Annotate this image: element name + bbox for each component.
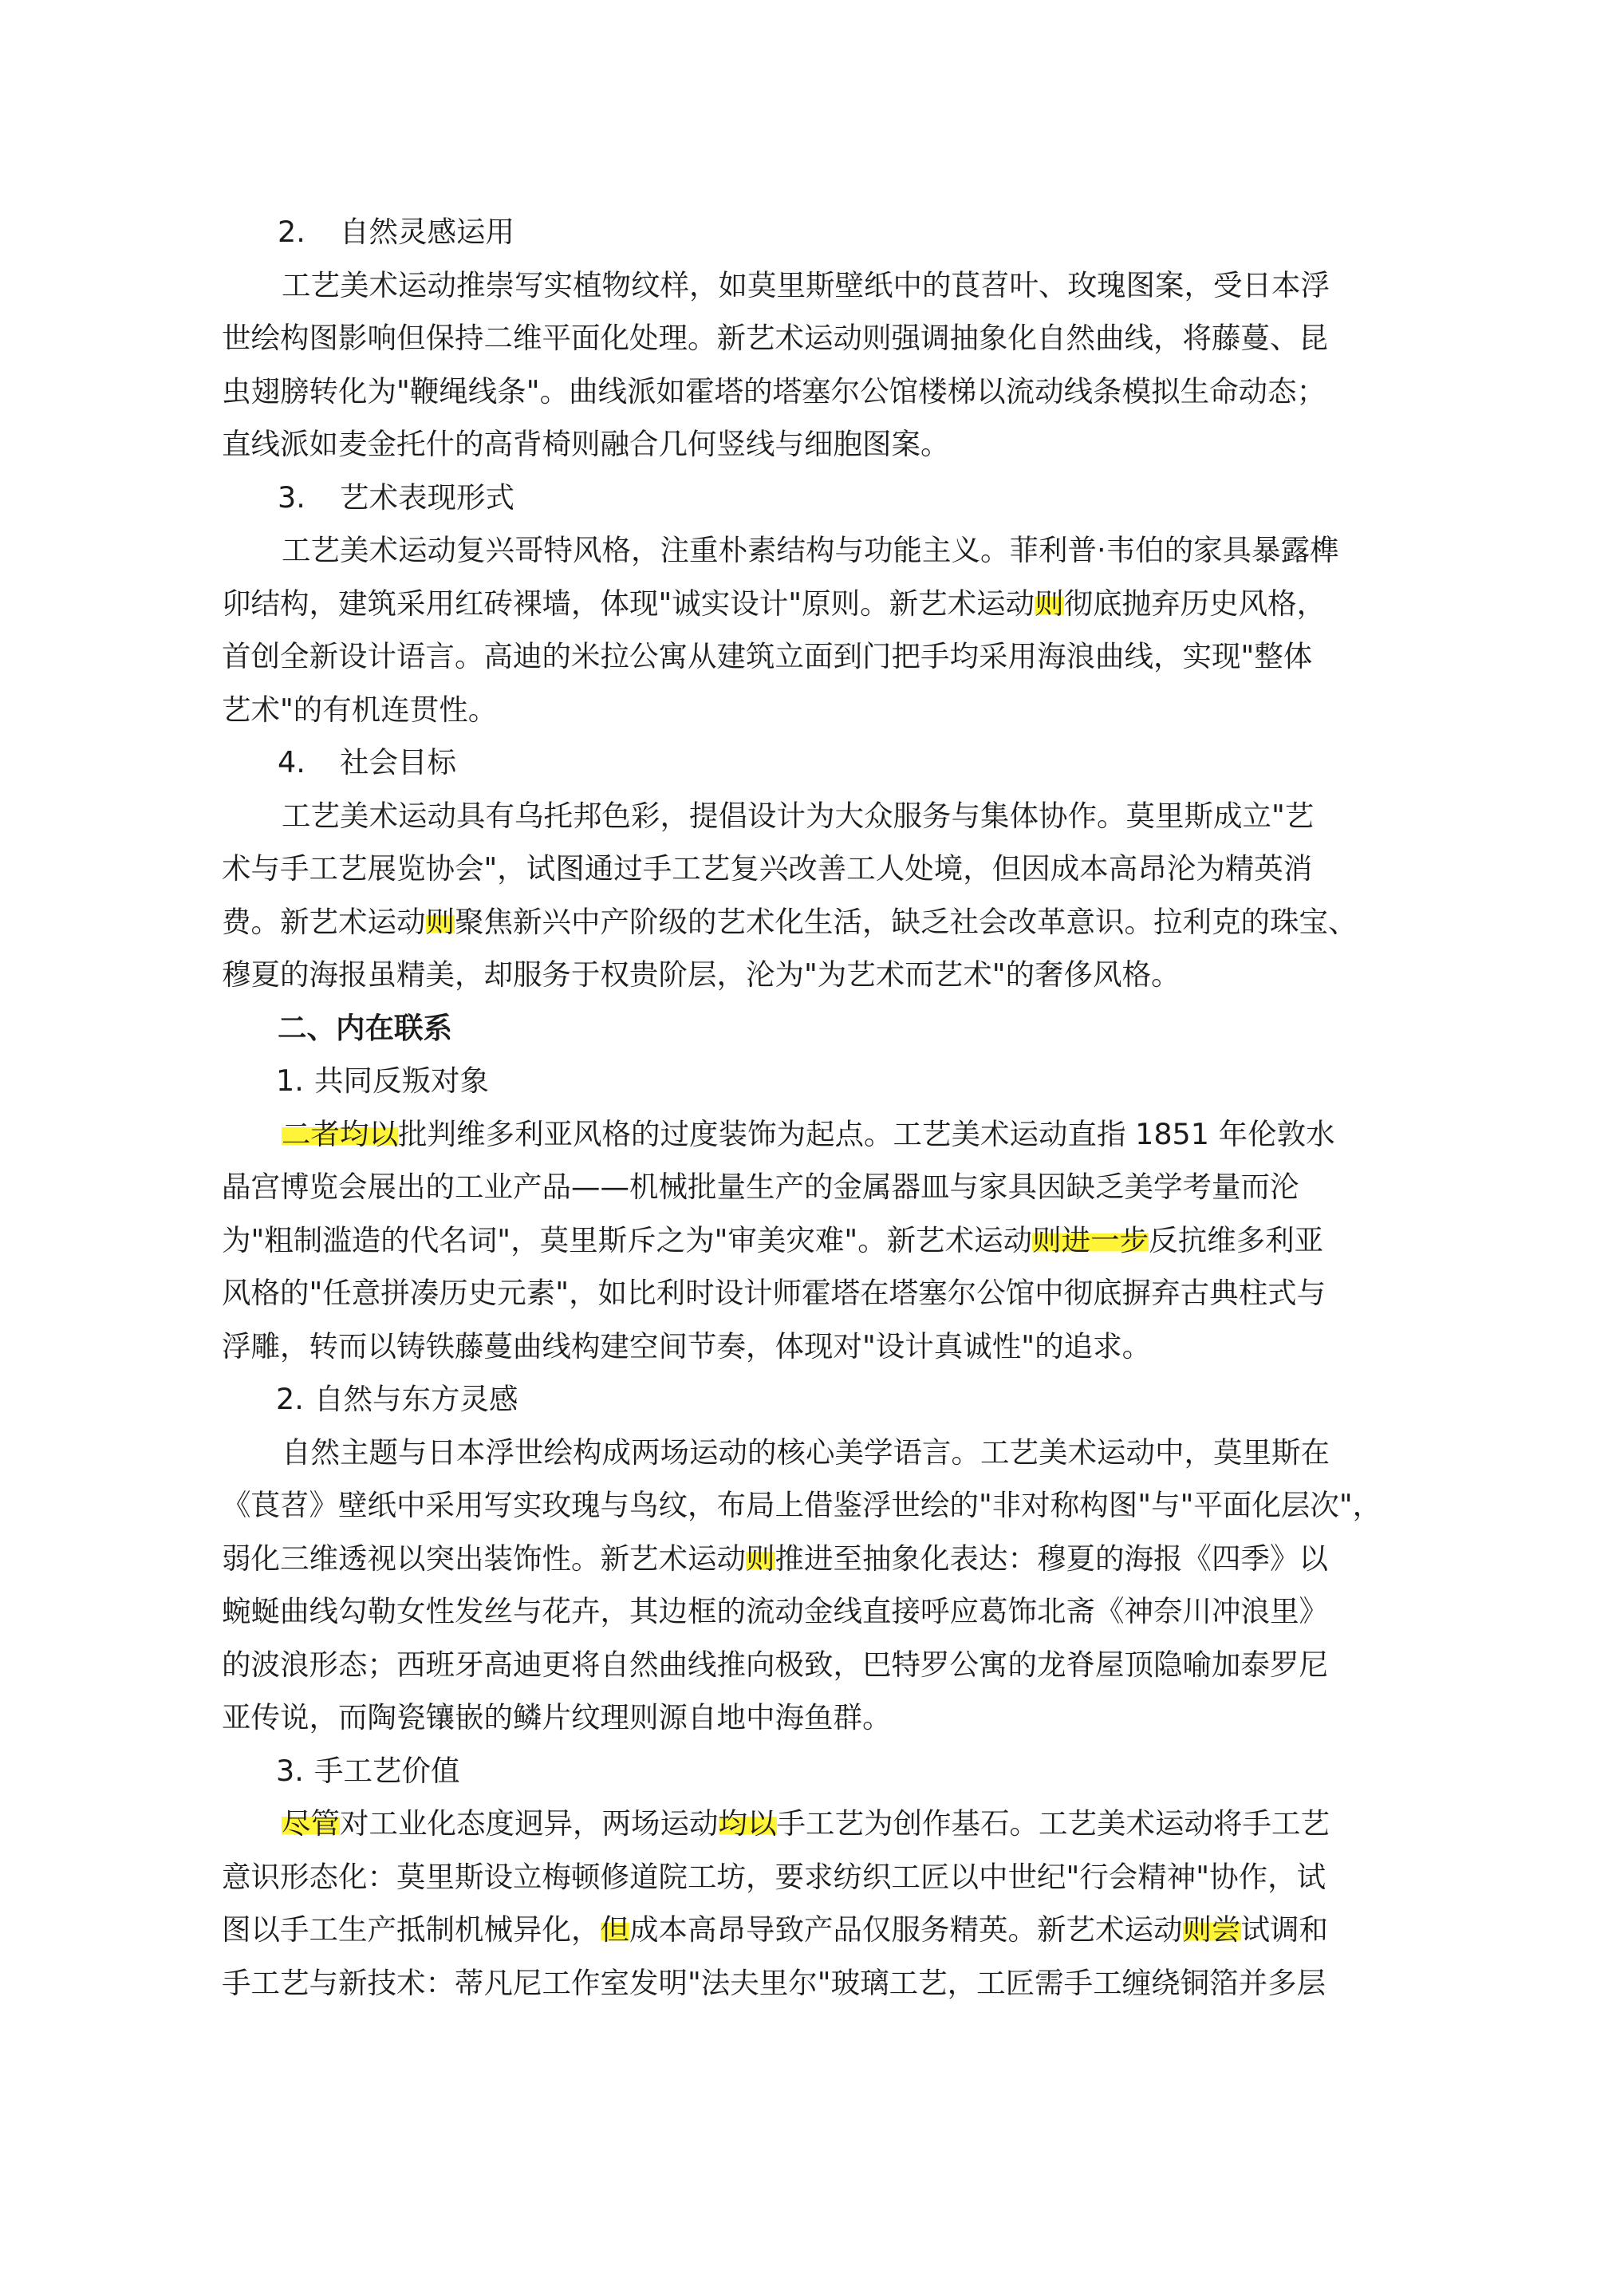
paragraph-line: 浮雕，转而以铸铁藤蔓曲线构建空间节奏，体现对"设计真诚性"的追求。 xyxy=(222,1328,1152,1363)
paragraph-line: 图以手工生产抵制机械异化，但成本高昂导致产品仅服务精英。新艺术运动则尝试调和 xyxy=(222,1912,1328,1947)
document-body xyxy=(222,206,1382,2010)
highlight-mark: 则尝 xyxy=(1182,1912,1241,1947)
subheading-number: 1. xyxy=(276,1063,304,1098)
paragraph-line: 为"粗制滥造的代名词"，莫里斯斥之为"审美灾难"。新艺术运动则进一步反抗维多利亚 xyxy=(222,1222,1324,1257)
paragraph-line: 费。新艺术运动则聚焦新兴中产阶级的艺术化生活，缺乏社会改革意识。拉利克的珠宝、 xyxy=(222,904,1358,939)
section-number: 4. xyxy=(278,745,305,779)
paragraph-line: 工艺美术运动复兴哥特风格，注重朴素结构与功能主义。菲利普·韦伯的家具暴露榫 xyxy=(282,533,1339,567)
paragraph-nature-east xyxy=(222,1427,1382,1745)
paragraph-line: 卯结构，建筑采用红砖裸墙，体现"诚实设计"原则。新艺术运动则彻底抛弃历史风格， xyxy=(222,586,1326,621)
paragraph-line: 尽管对工业化态度迥异，两场运动均以手工艺为创作基石。工艺美术运动将手工艺 xyxy=(282,1806,1330,1841)
paragraph-common-target xyxy=(222,1108,1362,1374)
paragraph-art-form xyxy=(222,524,1362,736)
paragraph-line: 的波浪形态；西班牙高迪更将自然曲线推向极致，巴特罗公寓的龙脊屋顶隐喻加泰罗尼 xyxy=(222,1647,1328,1682)
paragraph-line: 亚传说，而陶瓷镶嵌的鳞片纹理则源自地中海鱼群。 xyxy=(222,1700,892,1734)
paragraph-line: 二者均以批判维多利亚风格的过度装饰为起点。工艺美术运动直指 1851 年伦敦水 xyxy=(282,1116,1335,1151)
paragraph-line: 弱化三维透视以突出装饰性。新艺术运动则推进至抽象化表达：穆夏的海报《四季》以 xyxy=(222,1541,1328,1576)
paragraph-natural-inspiration xyxy=(222,259,1362,472)
paragraph-line: 风格的"任意拼凑历史元素"，如比利时设计师霍塔在塔塞尔公馆中彻底摒弃古典柱式与 xyxy=(222,1276,1326,1310)
subheading-craft-value xyxy=(222,1745,1362,1798)
highlight-mark: 则 xyxy=(1035,586,1064,621)
section-number: 3. xyxy=(278,479,305,515)
subheading-common-target xyxy=(222,1055,1362,1108)
paragraph-line: 术与手工艺展览协会"，试图通过手工艺复兴改善工人处境，但因成本高昂沦为精英消 xyxy=(222,851,1313,886)
highlight-mark: 但 xyxy=(600,1912,629,1947)
main-heading-internal-connection: 二、内在联系 xyxy=(278,1010,452,1045)
paragraph-line: 手工艺与新技术：蒂凡尼工作室发明"法夫里尔"玻璃工艺，工匠需手工缠绕铜箔并多层 xyxy=(222,1965,1326,2000)
section-title: 艺术表现形式 xyxy=(340,479,514,515)
highlight-mark: 二者均以 xyxy=(282,1116,398,1151)
highlight-mark: 则进一步 xyxy=(1032,1222,1149,1257)
paragraph-line: 工艺美术运动具有乌托邦色彩，提倡设计为大众服务与集体协作。莫里斯成立"艺 xyxy=(282,798,1315,833)
highlight-mark: 尽管 xyxy=(282,1806,340,1841)
paragraph-line: 工艺美术运动推崇写实植物纹样，如莫里斯壁纸中的茛苕叶、玫瑰图案，受日本浮 xyxy=(282,267,1330,302)
subheading-number: 2. xyxy=(276,1382,304,1416)
highlight-mark: 则 xyxy=(746,1541,775,1576)
subheading-nature-east xyxy=(222,1373,1362,1427)
paragraph-line: 蜿蜒曲线勾勒女性发丝与花卉，其边框的流动金线直接呼应葛饰北斋《神奈川冲浪里》 xyxy=(222,1594,1328,1628)
paragraph-line: 晶宫博览会展出的工业产品——机械批量生产的金属器皿与家具因缺乏美学考量而沦 xyxy=(222,1170,1299,1204)
section-heading-natural-inspiration xyxy=(222,206,1362,259)
paragraph-line: 虫翅膀转化为"鞭绳线条"。曲线派如霍塔的塔塞尔公馆楼梯以流动线条模拟生命动态； xyxy=(222,373,1326,408)
section-title: 自然灵感运用 xyxy=(340,215,514,249)
paragraph-line: 意识形态化：莫里斯设立梅顿修道院工坊，要求纺织工匠以中世纪"行会精神"协作，试 xyxy=(222,1859,1326,1894)
paragraph-craft-value xyxy=(222,1797,1362,2010)
paragraph-line: 直线派如麦金托什的高背椅则融合几何竖线与细胞图案。 xyxy=(222,427,950,461)
section-heading-social-goal xyxy=(222,736,1362,790)
subheading-title: 共同反叛对象 xyxy=(314,1063,489,1098)
highlight-mark: 则 xyxy=(425,904,455,939)
section-heading-art-form xyxy=(222,472,1362,525)
highlight-mark: 均以 xyxy=(718,1806,777,1841)
subheading-title: 手工艺价值 xyxy=(314,1753,460,1788)
paragraph-line: 世绘构图影响但保持二维平面化处理。新艺术运动则强调抽象化自然曲线，将藤蔓、昆 xyxy=(222,321,1328,355)
paragraph-line: 艺术"的有机连贯性。 xyxy=(222,692,498,727)
subheading-number: 3. xyxy=(276,1753,304,1788)
paragraph-line: 《茛苕》壁纸中采用写实玫瑰与鸟纹，布局上借鉴浮世绘的"非对称构图"与"平面化层次"， xyxy=(222,1488,1382,1522)
section-title: 社会目标 xyxy=(340,745,456,779)
paragraph-line: 首创全新设计语言。高迪的米拉公寓从建筑立面到门把手均采用海浪曲线，实现"整体 xyxy=(222,639,1313,673)
paragraph-line: 穆夏的海报虽精美，却服务于权贵阶层，沦为"为艺术而艺术"的奢侈风格。 xyxy=(222,957,1181,992)
paragraph-line: 自然主题与日本浮世绘构成两场运动的核心美学语言。工艺美术运动中，莫里斯在 xyxy=(282,1434,1330,1470)
subheading-title: 自然与东方灵感 xyxy=(314,1382,518,1416)
paragraph-social-goal xyxy=(222,790,1362,1002)
section-number: 2. xyxy=(278,215,305,249)
